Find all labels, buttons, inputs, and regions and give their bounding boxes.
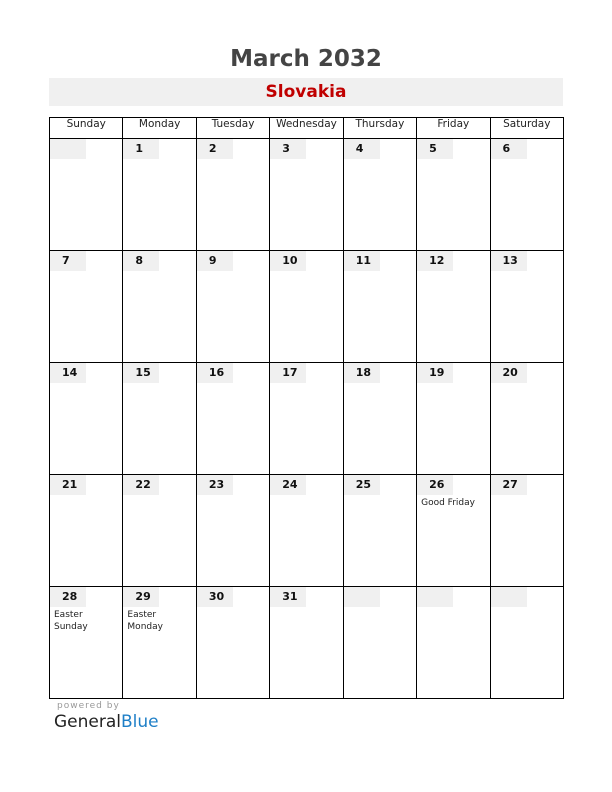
day-number: 23 <box>197 475 233 495</box>
day-cell[interactable] <box>270 251 343 363</box>
powered-by: powered by <box>57 701 120 711</box>
day-cell[interactable] <box>343 475 416 587</box>
day-cell[interactable] <box>196 475 269 587</box>
holiday-label: Easter Monday <box>127 610 163 632</box>
week-row <box>50 475 564 587</box>
day-number: 18 <box>344 363 380 383</box>
day-number: 5 <box>417 139 453 159</box>
day-cell[interactable] <box>123 363 196 475</box>
day-number: 2 <box>197 139 233 159</box>
day-cell[interactable] <box>270 139 343 251</box>
day-number: 8 <box>123 251 159 271</box>
day-number: 4 <box>344 139 380 159</box>
day-number <box>50 139 86 159</box>
day-cell[interactable] <box>196 363 269 475</box>
day-number: 11 <box>344 251 380 271</box>
weekday-friday: Friday <box>417 118 490 139</box>
day-cell[interactable] <box>343 587 416 699</box>
day-cell[interactable] <box>196 139 269 251</box>
day-cell[interactable] <box>50 475 123 587</box>
day-cell[interactable] <box>270 363 343 475</box>
day-number: 7 <box>50 251 86 271</box>
day-number: 3 <box>270 139 306 159</box>
day-cell[interactable] <box>343 139 416 251</box>
day-number: 22 <box>123 475 159 495</box>
day-number: 29 <box>123 587 159 607</box>
day-cell[interactable] <box>417 139 490 251</box>
day-cell[interactable] <box>196 587 269 699</box>
day-cell[interactable] <box>417 363 490 475</box>
page-title: March 2032 <box>230 46 382 72</box>
day-cell[interactable] <box>343 363 416 475</box>
weekday-saturday: Saturday <box>490 118 563 139</box>
day-cell[interactable] <box>490 587 563 699</box>
day-number: 1 <box>123 139 159 159</box>
day-number: 9 <box>197 251 233 271</box>
country-banner: Slovakia <box>49 78 563 106</box>
day-number <box>344 587 380 607</box>
day-cell[interactable] <box>490 363 563 475</box>
day-cell[interactable] <box>490 139 563 251</box>
week-row <box>50 251 564 363</box>
week-row <box>50 587 564 699</box>
week-row <box>50 139 564 251</box>
day-number: 28 <box>50 587 86 607</box>
day-number: 30 <box>197 587 233 607</box>
day-cell[interactable] <box>50 587 123 699</box>
day-cell[interactable] <box>50 139 123 251</box>
day-cell[interactable] <box>343 251 416 363</box>
logo-general: General <box>54 712 121 732</box>
day-cell[interactable] <box>50 251 123 363</box>
calendar-grid <box>49 117 564 699</box>
weekday-header <box>50 118 564 139</box>
weekday-wednesday: Wednesday <box>270 118 343 139</box>
day-number: 20 <box>491 363 527 383</box>
day-number: 27 <box>491 475 527 495</box>
day-number <box>491 587 527 607</box>
day-cell[interactable] <box>123 251 196 363</box>
day-cell[interactable] <box>270 475 343 587</box>
day-cell[interactable] <box>50 363 123 475</box>
day-number <box>417 587 453 607</box>
day-number: 16 <box>197 363 233 383</box>
day-number: 25 <box>344 475 380 495</box>
day-cell[interactable] <box>417 251 490 363</box>
day-number: 19 <box>417 363 453 383</box>
day-number: 21 <box>50 475 86 495</box>
generalblue-logo[interactable] <box>54 712 159 732</box>
day-cell[interactable] <box>123 587 196 699</box>
day-number: 24 <box>270 475 306 495</box>
day-cell[interactable] <box>490 251 563 363</box>
day-cell[interactable] <box>123 475 196 587</box>
day-cell[interactable] <box>490 475 563 587</box>
day-number: 10 <box>270 251 306 271</box>
day-number: 17 <box>270 363 306 383</box>
day-number: 14 <box>50 363 86 383</box>
weekday-monday: Monday <box>123 118 196 139</box>
day-number: 26 <box>417 475 453 495</box>
weekday-tuesday: Tuesday <box>196 118 269 139</box>
holiday-label: Easter Sunday <box>54 610 88 632</box>
day-cell[interactable] <box>123 139 196 251</box>
day-number: 13 <box>491 251 527 271</box>
day-number: 31 <box>270 587 306 607</box>
day-number: 15 <box>123 363 159 383</box>
weekday-sunday: Sunday <box>50 118 123 139</box>
week-row <box>50 363 564 475</box>
day-cell[interactable] <box>417 587 490 699</box>
day-cell[interactable] <box>196 251 269 363</box>
day-cell[interactable] <box>270 587 343 699</box>
logo-blue: Blue <box>121 712 159 732</box>
day-number: 6 <box>491 139 527 159</box>
weekday-thursday: Thursday <box>343 118 416 139</box>
holiday-label: Good Friday <box>421 498 475 508</box>
day-cell[interactable] <box>417 475 490 587</box>
day-number: 12 <box>417 251 453 271</box>
